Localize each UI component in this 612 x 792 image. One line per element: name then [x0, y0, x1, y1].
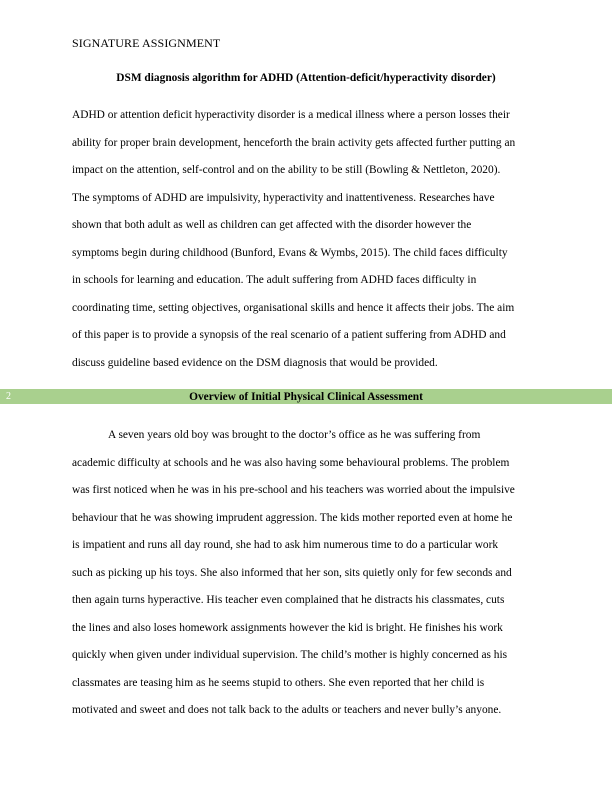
- page-number: 2: [6, 391, 11, 402]
- assessment-line: was first noticed when he was in his pre-school and his teachers was worried about the impulsive: [72, 484, 515, 496]
- assessment-line: then again turns hyperactive. His teacher even complained that he distracts his classmates, cuts: [72, 594, 505, 606]
- document-title: DSM diagnosis algorithm for ADHD (Attention-deficit/hyperactivity disorder): [116, 72, 496, 84]
- assessment-line: is impatient and runs all day round, she had to ask him numerous time to do a particular work: [72, 539, 499, 551]
- intro-line: impact on the attention, self-control and on the ability to be still (Bowling & Nettleton, 2020).: [72, 164, 501, 176]
- assessment-line: such as picking up his toys. She also informed that her son, sits quietly only for few seconds and: [72, 567, 512, 579]
- intro-line: shown that both adult as well as children can get affected with the disorder however the: [72, 219, 472, 231]
- intro-line: discuss guideline based evidence on the DSM diagnosis that would be provided.: [72, 357, 438, 369]
- assessment-line: classmates are teasing him as he seems stupid to others. She even reported that her child is: [72, 677, 485, 689]
- running-head: SIGNATURE ASSIGNMENT: [72, 36, 221, 50]
- intro-line: The symptoms of ADHD are impulsivity, hyperactivity and inattentiveness. Researches have: [72, 192, 495, 204]
- assessment-line: quickly when given under individual supervision. The child’s mother is highly concerned as his: [72, 649, 508, 661]
- intro-line: ADHD or attention deficit hyperactivity disorder is a medical illness where a person losses their: [72, 109, 510, 121]
- assessment-line: the lines and also loses homework assignments however the kid is bright. He finishes his work: [72, 622, 503, 634]
- assessment-line: academic difficulty at schools and he was also having some behavioural problems. The problem: [72, 457, 510, 469]
- intro-line: symptoms begin during childhood (Bunford, Evans & Wymbs, 2015). The child faces difficulty: [72, 247, 508, 259]
- intro-line: in schools for learning and education. The adult suffering from ADHD faces difficulty in: [72, 274, 477, 286]
- section-heading: Overview of Initial Physical Clinical Assessment: [189, 391, 423, 403]
- intro-line: of this paper is to provide a synopsis of the real scenario of a patient suffering from ADHD and: [72, 329, 506, 341]
- assessment-line: A seven years old boy was brought to the doctor’s office as he was suffering from: [108, 429, 481, 441]
- intro-line: ability for proper brain development, henceforth the brain activity gets affected further putting an: [72, 137, 516, 149]
- section-heading-band: [0, 389, 612, 404]
- assessment-line: motivated and sweet and does not talk back to the adults or teachers and never bully’s anyone.: [72, 704, 502, 716]
- intro-line: coordinating time, setting objectives, organisational skills and hence it affects their jobs. The aim: [72, 302, 515, 314]
- assessment-line: behaviour that he was showing imprudent aggression. The kids mother reported even at home he: [72, 512, 513, 524]
